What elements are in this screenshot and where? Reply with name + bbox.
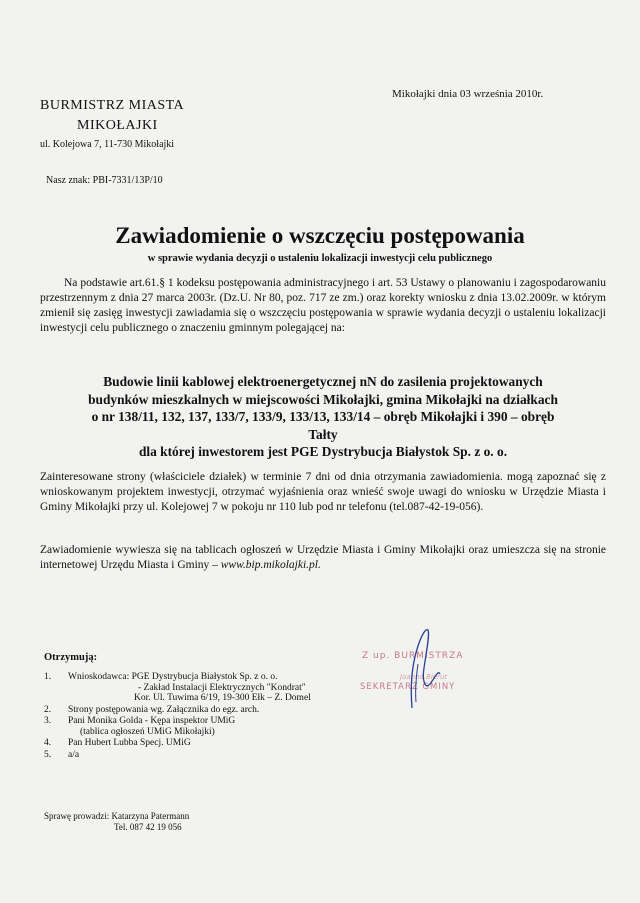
document-subtitle: w sprawie wydania decyzji o ustaleniu lokalizacji inwestycji celu publicznego [147, 253, 493, 264]
investment-line: Tałty [308, 426, 338, 442]
publication-text: Zawiadomienie wywiesza się na tablicach ogłoszeń w Urzędzie Miasta i Gminy Mikołajki oraz umieszcza się na stronie internetowej Urzędu Miasta i Gminy – [40, 544, 606, 571]
list-item [44, 750, 374, 761]
item-text: Pani Monika Golda - Kępa inspektor UMiG [68, 716, 236, 726]
stamp-name: Joanna Bierut [400, 673, 448, 681]
investment-description [40, 373, 606, 461]
item-text: Wnioskodawca: PGE Dystrybucja Białystok Sp. z o. o. [68, 672, 278, 682]
legal-basis-paragraph: Na podstawie art.61.§ 1 kodeksu postępowania administracyjnego i art. 53 Ustawy o planowaniu i zagospodarowaniu przestrzennym z dnia 27 marca 2003r. (Dz.U. Nr 80, poz. 717 ze zm.) oraz korekty wniosku z dnia 13.02.2009r. w którym zmienił się zasięg inwestycji zawiadamia się o wszczęciu postępowania w sprawie wydania decyzji o ustaleniu lokalizacji inwestycji celu publicznego o znaczeniu gminnym polegającej na: [40, 277, 606, 334]
list-item [44, 672, 374, 704]
office-name-line2: MIKOŁAJKI [77, 118, 158, 133]
office-address: ul. Kolejowa 7, 11-730 Mikołajki [40, 139, 175, 150]
investor-line: dla której inwestorem jest PGE Dystrybucja Białystok Sp. z o. o. [138, 444, 508, 459]
item-number: 2. [44, 704, 52, 715]
item-number: 3. [44, 716, 52, 726]
investment-line: budynków mieszkalnych w miejscowości Mikołajki, gmina Mikołajki na działkach [88, 391, 558, 407]
list-item [44, 705, 374, 716]
document-title: Zawiadomienie o wszczęciu postępowania [115, 223, 525, 248]
item-text: - Zakład Instalacji Elektrycznych "Kondrat" [138, 682, 306, 693]
item-text: Pan Hubert Lubba Specj. UMiG [68, 738, 191, 748]
stamp-line: Z up. BURMISTRZA [362, 651, 464, 661]
prepared-by-phone: Tel. 087 42 19 056 [114, 822, 182, 832]
bip-link[interactable]: www.bip.mikolajki.pl. [220, 559, 321, 571]
recipients-list [44, 672, 374, 761]
item-text: a/a [68, 749, 80, 760]
item-number: 4. [44, 738, 52, 748]
prepared-by: Sprawę prowadzi: Katarzyna Patermann [44, 811, 190, 821]
reference-number: Nasz znak: PBI-7331/13P/10 [46, 175, 163, 186]
parties-info-paragraph: Zainteresowane strony (właściciele działek) w terminie 7 dni od dnia otrzymania zawiadomienia. mogą zapoznać się z wnioskowanym projektem inwestycji, otrzymać wyjaśnienia oraz wnieść swoje uwagi do wniosku w Urzędzie Miasta i Gminy Mikołajki przy ul. Kolejowej 7 w pokoju nr 110 lub pod nr telefonu (tel.087-42-19-056). [40, 471, 606, 513]
signature-icon [382, 624, 452, 710]
item-text: (tablica ogłoszeń UMiG Mikołajki) [80, 726, 215, 737]
item-text: Kor. Ul. Tuwima 6/19, 19-300 Ełk – Z. Domel [134, 693, 311, 703]
item-number: 5. [44, 749, 52, 760]
investment-line: Budowie linii kablowej elektroenergetycznej nN do zasilenia projektowanych [103, 374, 543, 389]
list-item [44, 738, 374, 749]
office-name-line1: BURMISTRZ MIASTA [40, 98, 185, 113]
publication-paragraph [40, 543, 606, 573]
list-item [44, 716, 374, 737]
item-number: 1. [44, 672, 52, 682]
recipients-heading: Otrzymują: [44, 652, 98, 663]
item-text: Strony postępowania wg. Załącznika do egz. arch. [68, 704, 260, 715]
document-date: Mikołajki dnia 03 września 2010r. [392, 88, 544, 100]
stamp-line: SEKRETARZ GMINY [360, 682, 456, 692]
investment-line: o nr 138/11, 132, 137, 133/7, 133/9, 133/13, 133/14 – obręb Mikołajki i 390 – obręb [91, 409, 555, 424]
